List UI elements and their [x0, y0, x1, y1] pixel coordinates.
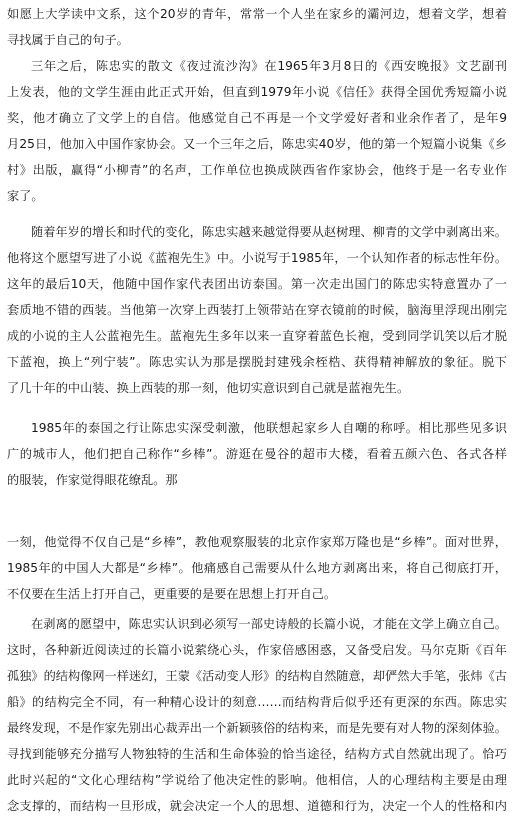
- text-line: 船》的结构完全不同，有一种精心设计的刻意……而结构背后似乎还有更深的东西。陈忠实: [7, 695, 507, 709]
- text-line: 一刻，他觉得不仅自己是“乡棒”，教他观察服装的北京作家郑万隆也是“乡棒”。面对世界，: [7, 535, 507, 549]
- text-line: 最终发现，不是作家先别出心裁弄出一个新颖骇俗的结构来，而是先要有对人物的深刻体验。: [7, 721, 507, 735]
- text-line: 上发表，他的文学生涯由此正式开始，但直到1979年小说《信任》获得全国优秀短篇小说: [7, 85, 507, 99]
- paragraph-4: [7, 415, 507, 493]
- text-line: 寻找到能够充分描写人物独特的生活和生命体验的恰当途径，结构方式自然就出现了。恰巧: [7, 747, 507, 761]
- text-line: 寻找属于自己的句子。: [7, 33, 129, 47]
- text-line: 念支撑的，而结构一旦形成，就会决定一个人的思想、道德和行为，决定一个人的性格和内: [7, 799, 507, 813]
- paragraph-5: [7, 529, 507, 607]
- text-line: 成的小说的主人公蓝袍先生。蓝袍先生多年以来一直穿着蓝色长袍，受到同学讥笑以后才脱: [7, 329, 507, 343]
- paragraph-1: [7, 1, 507, 53]
- text-line: 奖，他才确立了文学上的自信。他感觉自己不再是一个文学爱好者和业余作者了，是年9: [7, 111, 507, 125]
- text-line: 了几十年的中山装、换上西装的那一刻，他切实意识到自己就是蓝袍先生。: [7, 381, 410, 395]
- text-line: 1985年的中国人大都是“乡棒”。他痛感自己需要从什么地方剥离出来，将自己彻底打开，: [7, 561, 507, 575]
- text-line: 广的城市人，他们把自己称作“乡棒”。游逛在曼谷的超市大楼，看着五颜六色、各式各样: [7, 447, 507, 461]
- text-line: 孤独》的结构像网一样迷幻，王蒙《活动变人形》的结构自然随意，却俨然大手笔，张炜《古: [7, 669, 507, 683]
- text-line: 随着年岁的增长和时代的变化，陈忠实越来越觉得要从赵树理、柳青的文学中剥离出来。: [31, 225, 507, 239]
- text-line: 1985年的泰国之行让陈忠实深受刺激，他联想起家乡人自嘲的称呼。相比那些见多识: [31, 421, 507, 435]
- text-line: 不仅要在生活上打开自己，更重要的是要在思想上打开自己。: [7, 587, 337, 601]
- paragraph-6: [7, 611, 507, 819]
- text-line: 他将这个愿望写进了小说《蓝袍先生》中。小说写于1985年，一个认知作者的标志性年份。: [7, 251, 508, 265]
- paragraph-3: [7, 219, 507, 401]
- text-line: 如愿上大学读中文系，这个20岁的青年，常常一个人坐在家乡的灞河边，想着文学，想着: [7, 7, 507, 21]
- text-line: 这时，各种新近阅读过的长篇小说萦绕心头，作家倍感困惑，又备受启发。马尔克斯《百年: [7, 643, 507, 657]
- text-line: 这年的最后10天，他随中国作家代表团出访泰国。第一次走出国门的陈忠实特意置办了一: [7, 277, 507, 291]
- text-line: 在剥离的愿望中，陈忠实认识到必须写一部史诗般的长篇小说，才能在文学上确立自己。: [31, 617, 507, 631]
- text-line: 月25日，他加入中国作家协会。又一个三年之后，陈忠实40岁，他的第一个短篇小说集《乡: [7, 137, 507, 151]
- paragraph-2: [7, 53, 507, 209]
- text-line: 村》出版，赢得“小柳青”的名声，工作单位也换成陕西省作家协会，他终于是一名专业作: [7, 163, 507, 177]
- text-line: 此时兴起的“文化心理结构”学说给了他决定性的影响。他相信，人的心理结构主要是由理: [7, 773, 507, 787]
- text-line: 家了。: [7, 189, 44, 203]
- text-line: 的服装，作家觉得眼花缭乱。那: [7, 473, 178, 487]
- text-line: 下蓝袍，换上“列宁装”。陈忠实认为那是摆脱封建残余桎梏、获得精神解放的象征。脱下: [7, 355, 507, 369]
- text-line: 套质地不错的西装。当他第一次穿上西装打上领带站在穿衣镜前的时候，脑海里浮现出刚完: [7, 303, 507, 317]
- text-line: 三年之后，陈忠实的散文《夜过流沙沟》在1965年3月8日的《西安晚报》文艺副刊: [31, 59, 507, 73]
